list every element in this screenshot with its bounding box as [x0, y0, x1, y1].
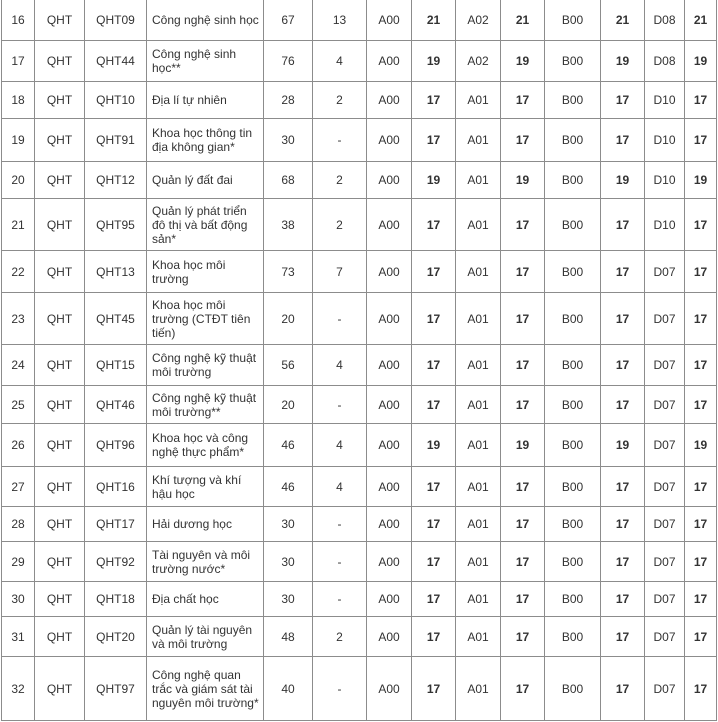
- subject-block-4: D07: [645, 386, 685, 424]
- additional-quota: 2: [313, 617, 367, 657]
- quota: 76: [264, 41, 313, 82]
- subject-block-2: A01: [456, 199, 501, 251]
- score-4: 21: [685, 0, 717, 41]
- score-1: 17: [412, 386, 456, 424]
- score-2: 17: [501, 542, 545, 582]
- major-name: Công nghệ quan trắc và giám sát tài nguyên môi trường*: [147, 657, 264, 721]
- row-number: 20: [2, 162, 35, 199]
- score-1: 17: [412, 293, 456, 345]
- score-2: 17: [501, 119, 545, 162]
- score-4: 17: [685, 119, 717, 162]
- university-code: QHT: [35, 162, 85, 199]
- quota: 73: [264, 251, 313, 293]
- major-name: Hải dương học: [147, 507, 264, 542]
- score-3: 17: [601, 293, 645, 345]
- row-number: 32: [2, 657, 35, 721]
- subject-block-2: A01: [456, 424, 501, 467]
- row-number: 16: [2, 0, 35, 41]
- subject-block-3: B00: [545, 119, 601, 162]
- score-2: 17: [501, 507, 545, 542]
- subject-block-4: D07: [645, 617, 685, 657]
- major-name: Quản lý phát triển đô thị và bất động sản*: [147, 199, 264, 251]
- subject-block-2: A01: [456, 345, 501, 386]
- score-3: 19: [601, 41, 645, 82]
- major-name: Địa chất học: [147, 582, 264, 617]
- major-name: Địa lí tự nhiên: [147, 82, 264, 119]
- table-row: [2, 199, 717, 251]
- score-2: 19: [501, 41, 545, 82]
- subject-block-3: B00: [545, 542, 601, 582]
- score-4: 17: [685, 293, 717, 345]
- score-3: 17: [601, 251, 645, 293]
- subject-block-2: A01: [456, 386, 501, 424]
- score-2: 17: [501, 657, 545, 721]
- subject-block-3: B00: [545, 386, 601, 424]
- score-3: 17: [601, 582, 645, 617]
- row-number: 29: [2, 542, 35, 582]
- subject-block-1: A00: [367, 507, 412, 542]
- subject-block-2: A01: [456, 507, 501, 542]
- score-2: 19: [501, 162, 545, 199]
- subject-block-1: A00: [367, 41, 412, 82]
- score-2: 17: [501, 199, 545, 251]
- additional-quota: -: [313, 119, 367, 162]
- university-code: QHT: [35, 467, 85, 507]
- quota: 30: [264, 507, 313, 542]
- major-code: QHT91: [85, 119, 147, 162]
- subject-block-3: B00: [545, 657, 601, 721]
- score-2: 17: [501, 582, 545, 617]
- subject-block-2: A01: [456, 657, 501, 721]
- subject-block-3: B00: [545, 82, 601, 119]
- university-code: QHT: [35, 82, 85, 119]
- subject-block-1: A00: [367, 199, 412, 251]
- row-number: 28: [2, 507, 35, 542]
- additional-quota: 13: [313, 0, 367, 41]
- subject-block-2: A01: [456, 119, 501, 162]
- row-number: 17: [2, 41, 35, 82]
- subject-block-4: D10: [645, 162, 685, 199]
- row-number: 18: [2, 82, 35, 119]
- additional-quota: 7: [313, 251, 367, 293]
- subject-block-1: A00: [367, 119, 412, 162]
- subject-block-3: B00: [545, 507, 601, 542]
- score-2: 19: [501, 424, 545, 467]
- score-1: 17: [412, 617, 456, 657]
- score-1: 19: [412, 41, 456, 82]
- subject-block-2: A01: [456, 617, 501, 657]
- score-1: 19: [412, 424, 456, 467]
- university-code: QHT: [35, 424, 85, 467]
- major-name: Công nghệ kỹ thuật môi trường: [147, 345, 264, 386]
- subject-block-3: B00: [545, 199, 601, 251]
- major-name: Khoa học và công nghệ thực phẩm*: [147, 424, 264, 467]
- score-2: 17: [501, 82, 545, 119]
- score-4: 17: [685, 467, 717, 507]
- score-1: 17: [412, 345, 456, 386]
- table-row: [2, 507, 717, 542]
- subject-block-4: D07: [645, 507, 685, 542]
- score-4: 17: [685, 251, 717, 293]
- subject-block-1: A00: [367, 542, 412, 582]
- score-4: 17: [685, 657, 717, 721]
- row-number: 26: [2, 424, 35, 467]
- score-1: 17: [412, 657, 456, 721]
- score-4: 19: [685, 424, 717, 467]
- major-code: QHT92: [85, 542, 147, 582]
- subject-block-3: B00: [545, 617, 601, 657]
- score-3: 17: [601, 345, 645, 386]
- major-code: QHT12: [85, 162, 147, 199]
- subject-block-3: B00: [545, 345, 601, 386]
- table-row: [2, 424, 717, 467]
- subject-block-2: A01: [456, 162, 501, 199]
- major-code: QHT96: [85, 424, 147, 467]
- major-name: Khoa học môi trường: [147, 251, 264, 293]
- subject-block-4: D08: [645, 41, 685, 82]
- subject-block-1: A00: [367, 582, 412, 617]
- university-code: QHT: [35, 41, 85, 82]
- university-code: QHT: [35, 293, 85, 345]
- score-3: 17: [601, 467, 645, 507]
- score-2: 17: [501, 467, 545, 507]
- major-name: Khí tượng và khí hậu học: [147, 467, 264, 507]
- major-code: QHT44: [85, 41, 147, 82]
- subject-block-4: D07: [645, 345, 685, 386]
- score-2: 17: [501, 617, 545, 657]
- subject-block-1: A00: [367, 657, 412, 721]
- score-1: 17: [412, 507, 456, 542]
- major-name: Quản lý tài nguyên và môi trường: [147, 617, 264, 657]
- score-4: 17: [685, 617, 717, 657]
- table-row: [2, 162, 717, 199]
- row-number: 27: [2, 467, 35, 507]
- subject-block-2: A01: [456, 251, 501, 293]
- subject-block-1: A00: [367, 386, 412, 424]
- subject-block-1: A00: [367, 0, 412, 41]
- major-code: QHT46: [85, 386, 147, 424]
- additional-quota: -: [313, 293, 367, 345]
- row-number: 22: [2, 251, 35, 293]
- major-code: QHT45: [85, 293, 147, 345]
- university-code: QHT: [35, 119, 85, 162]
- score-3: 19: [601, 424, 645, 467]
- quota: 28: [264, 82, 313, 119]
- table-row: [2, 0, 717, 41]
- major-name: Công nghệ sinh học: [147, 0, 264, 41]
- subject-block-2: A01: [456, 542, 501, 582]
- score-1: 17: [412, 467, 456, 507]
- score-2: 21: [501, 0, 545, 41]
- subject-block-4: D07: [645, 657, 685, 721]
- subject-block-3: B00: [545, 424, 601, 467]
- university-code: QHT: [35, 542, 85, 582]
- subject-block-4: D07: [645, 542, 685, 582]
- score-3: 17: [601, 199, 645, 251]
- quota: 68: [264, 162, 313, 199]
- major-code: QHT17: [85, 507, 147, 542]
- subject-block-3: B00: [545, 582, 601, 617]
- major-code: QHT09: [85, 0, 147, 41]
- quota: 46: [264, 424, 313, 467]
- major-code: QHT10: [85, 82, 147, 119]
- score-3: 17: [601, 657, 645, 721]
- score-1: 17: [412, 542, 456, 582]
- major-code: QHT95: [85, 199, 147, 251]
- quota: 56: [264, 345, 313, 386]
- table-row: [2, 119, 717, 162]
- score-4: 17: [685, 582, 717, 617]
- score-3: 17: [601, 82, 645, 119]
- quota: 20: [264, 386, 313, 424]
- row-number: 31: [2, 617, 35, 657]
- major-name: Tài nguyên và môi trường nước*: [147, 542, 264, 582]
- score-4: 17: [685, 82, 717, 119]
- score-4: 17: [685, 507, 717, 542]
- quota: 30: [264, 542, 313, 582]
- score-3: 19: [601, 162, 645, 199]
- quota: 40: [264, 657, 313, 721]
- subject-block-3: B00: [545, 251, 601, 293]
- score-3: 17: [601, 507, 645, 542]
- subject-block-2: A01: [456, 293, 501, 345]
- score-3: 17: [601, 119, 645, 162]
- additional-quota: 2: [313, 82, 367, 119]
- additional-quota: -: [313, 386, 367, 424]
- row-number: 19: [2, 119, 35, 162]
- additional-quota: 4: [313, 345, 367, 386]
- subject-block-3: B00: [545, 293, 601, 345]
- score-3: 17: [601, 386, 645, 424]
- major-code: QHT18: [85, 582, 147, 617]
- subject-block-1: A00: [367, 424, 412, 467]
- major-code: QHT13: [85, 251, 147, 293]
- quota: 48: [264, 617, 313, 657]
- quota: 20: [264, 293, 313, 345]
- row-number: 25: [2, 386, 35, 424]
- table-row: [2, 251, 717, 293]
- major-name: Công nghệ kỹ thuật môi trường**: [147, 386, 264, 424]
- quota: 67: [264, 0, 313, 41]
- subject-block-4: D08: [645, 0, 685, 41]
- score-2: 17: [501, 345, 545, 386]
- additional-quota: -: [313, 657, 367, 721]
- additional-quota: -: [313, 507, 367, 542]
- score-4: 17: [685, 386, 717, 424]
- university-code: QHT: [35, 617, 85, 657]
- subject-block-4: D07: [645, 251, 685, 293]
- subject-block-3: B00: [545, 0, 601, 41]
- university-code: QHT: [35, 386, 85, 424]
- quota: 30: [264, 582, 313, 617]
- table-row: [2, 582, 717, 617]
- university-code: QHT: [35, 251, 85, 293]
- subject-block-2: A02: [456, 0, 501, 41]
- table-body: [2, 0, 717, 721]
- major-name: Công nghệ sinh học**: [147, 41, 264, 82]
- additional-quota: -: [313, 582, 367, 617]
- score-1: 17: [412, 199, 456, 251]
- university-code: QHT: [35, 657, 85, 721]
- table-row: [2, 293, 717, 345]
- quota: 38: [264, 199, 313, 251]
- row-number: 21: [2, 199, 35, 251]
- score-4: 19: [685, 41, 717, 82]
- subject-block-2: A02: [456, 41, 501, 82]
- score-2: 17: [501, 386, 545, 424]
- subject-block-1: A00: [367, 251, 412, 293]
- score-1: 17: [412, 119, 456, 162]
- subject-block-1: A00: [367, 82, 412, 119]
- subject-block-1: A00: [367, 293, 412, 345]
- score-1: 19: [412, 162, 456, 199]
- score-3: 21: [601, 0, 645, 41]
- quota: 30: [264, 119, 313, 162]
- major-code: QHT16: [85, 467, 147, 507]
- subject-block-4: D07: [645, 467, 685, 507]
- subject-block-1: A00: [367, 345, 412, 386]
- table-row: [2, 386, 717, 424]
- table-row: [2, 41, 717, 82]
- table-row: [2, 657, 717, 721]
- quota: 46: [264, 467, 313, 507]
- subject-block-4: D10: [645, 82, 685, 119]
- subject-block-2: A01: [456, 582, 501, 617]
- subject-block-3: B00: [545, 467, 601, 507]
- subject-block-4: D10: [645, 199, 685, 251]
- subject-block-3: B00: [545, 162, 601, 199]
- score-1: 17: [412, 251, 456, 293]
- score-4: 17: [685, 199, 717, 251]
- subject-block-1: A00: [367, 617, 412, 657]
- subject-block-4: D10: [645, 119, 685, 162]
- subject-block-4: D07: [645, 582, 685, 617]
- university-code: QHT: [35, 582, 85, 617]
- table-row: [2, 617, 717, 657]
- subject-block-3: B00: [545, 41, 601, 82]
- university-code: QHT: [35, 0, 85, 41]
- score-1: 17: [412, 582, 456, 617]
- major-name: Khoa học thông tin địa không gian*: [147, 119, 264, 162]
- score-1: 17: [412, 82, 456, 119]
- score-4: 19: [685, 162, 717, 199]
- score-2: 17: [501, 293, 545, 345]
- row-number: 24: [2, 345, 35, 386]
- major-name: Quản lý đất đai: [147, 162, 264, 199]
- score-2: 17: [501, 251, 545, 293]
- table-row: [2, 467, 717, 507]
- additional-quota: -: [313, 542, 367, 582]
- row-number: 23: [2, 293, 35, 345]
- subject-block-4: D07: [645, 293, 685, 345]
- score-4: 17: [685, 345, 717, 386]
- major-code: QHT97: [85, 657, 147, 721]
- score-3: 17: [601, 617, 645, 657]
- additional-quota: 4: [313, 467, 367, 507]
- major-code: QHT20: [85, 617, 147, 657]
- additional-quota: 4: [313, 424, 367, 467]
- score-1: 21: [412, 0, 456, 41]
- major-code: QHT15: [85, 345, 147, 386]
- subject-block-1: A00: [367, 162, 412, 199]
- subject-block-4: D07: [645, 424, 685, 467]
- additional-quota: 2: [313, 199, 367, 251]
- university-code: QHT: [35, 345, 85, 386]
- subject-block-2: A01: [456, 82, 501, 119]
- subject-block-2: A01: [456, 467, 501, 507]
- score-4: 17: [685, 542, 717, 582]
- table-row: [2, 542, 717, 582]
- admission-score-table: [1, 0, 717, 721]
- table-row: [2, 82, 717, 119]
- university-code: QHT: [35, 199, 85, 251]
- major-name: Khoa học môi trường (CTĐT tiên tiến): [147, 293, 264, 345]
- table-row: [2, 345, 717, 386]
- additional-quota: 2: [313, 162, 367, 199]
- subject-block-1: A00: [367, 467, 412, 507]
- score-3: 17: [601, 542, 645, 582]
- additional-quota: 4: [313, 41, 367, 82]
- row-number: 30: [2, 582, 35, 617]
- university-code: QHT: [35, 507, 85, 542]
